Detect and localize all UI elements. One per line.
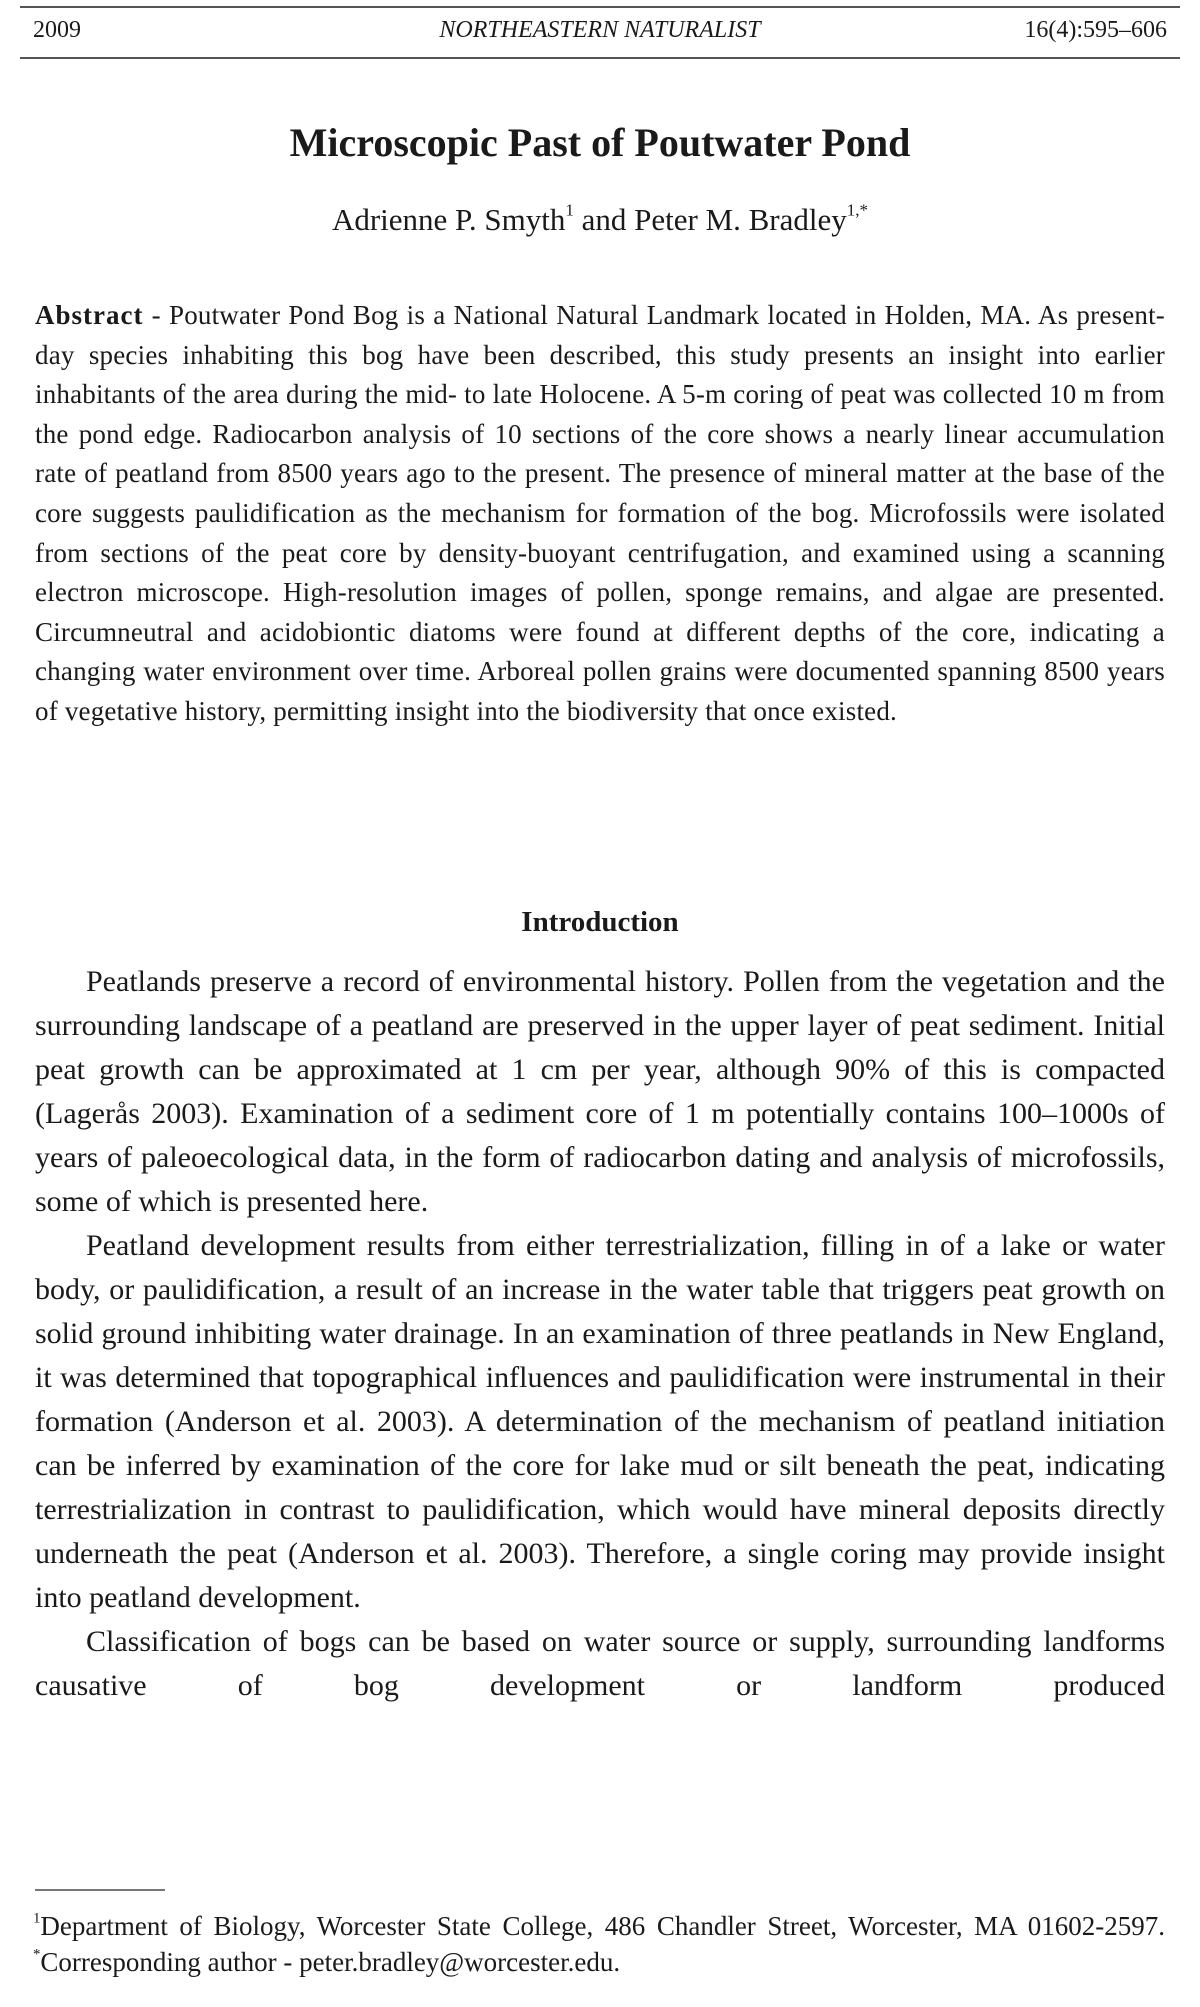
running-head [33,12,1167,48]
footnote-corresponding-author: Corresponding author - peter.bradley@worcester.edu. [40,1947,621,1977]
author-name: Peter M. Bradley [634,202,847,237]
body-paragraph: Classification of bogs can be based on water source or supply, surrounding landforms causative of bog development or landform produced [35,1625,1165,1702]
author-line [0,200,1200,240]
author-affiliation-mark: 1 [565,200,574,220]
body-paragraph: Peatland development results from either terrestrialization, filling in of a lake or water body, or paulidification, a result of an increase in the water table that triggers peat growth on solid ground inhibiting water drainage. In an examination of three peatlands in New England, it was determined that topographical influences and paulidification were instrumental in their formation (Anderson et al. 2003). A determination of the mechanism of peatland initiation can be inferred by examination of the core for lake mud or silt beneath the peat, indicating terrestrialization in contrast to paulidification, which would have mineral deposits directly underneath the peat (Anderson et al. 2003). Therefore, a single coring may provide insight into peatland development. [35,1229,1165,1614]
section-heading-introduction: Introduction [521,906,679,938]
abstract-label: Abstract [35,300,144,330]
running-head-journal: NORTHEASTERN NATURALIST [439,17,761,43]
footnote-affiliation: Department of Biology, Worcester State College, 486 Chandler Street, Worcester, MA 01602-2597. [40,1911,1165,1941]
footnote-mark: * [33,1946,41,1963]
article-title: Microscopic Past of Poutwater Pond [289,120,911,165]
author-affiliation-mark: 1,* [846,200,869,220]
footnote [33,1908,1165,1980]
footnote-mark: 1 [33,1910,41,1927]
header-bottom-rule [20,57,1180,59]
running-head-year: 2009 [33,17,81,43]
abstract-text: Poutwater Pond Bog is a National Natural Landmark located in Holden, MA. As present-day species inhabiting this bog have been described, this study presents an insight into earlier inhabitants of the area during the mid- to late Holocene. A 5-m coring of peat was collected 10 m from the pond edge. Radiocarbon analysis of 10 sections of the core shows a nearly linear accumulation rate of peatland from 8500 years ago to the present. The presence of mineral matter at the base of the core suggests paulidification as the mechanism for formation of the bog. Microfossils were isolated from sections of the peat core by density-buoyant centrifugation, and examined using a scanning electron microscope. High-resolution images of pollen, sponge remains, and algae are presented. Circumneutral and acidobiontic diatoms were found at different depths of the core, indicating a changing water environment over time. Arboreal pollen grains were documented spanning 8500 years of vegetative history, permitting insight into the biodiversity that once existed. [35,300,1165,726]
author-name: Adrienne P. Smyth [331,202,566,237]
header-top-rule [20,6,1180,8]
abstract-separator: - [143,300,169,330]
author-connector: and [573,202,635,237]
footnote-rule [35,1889,165,1891]
introduction-body [35,960,1165,1708]
body-paragraph: Peatlands preserve a record of environmental history. Pollen from the vegetation and the surrounding landscape of a peatland are preserved in the upper layer of peat sediment. Initial peat growth can be approximated at 1 cm per year, although 90% of this is compacted (Lagerås 2003). Examination of a sediment core of 1 m potentially contains 100–1000s of years of paleoecological data, in the form of radiocarbon dating and analysis of microfossils, some of which is presented here. [35,965,1165,1218]
abstract [35,296,1165,732]
running-head-volume-pages: 16(4):595–606 [1024,17,1167,43]
